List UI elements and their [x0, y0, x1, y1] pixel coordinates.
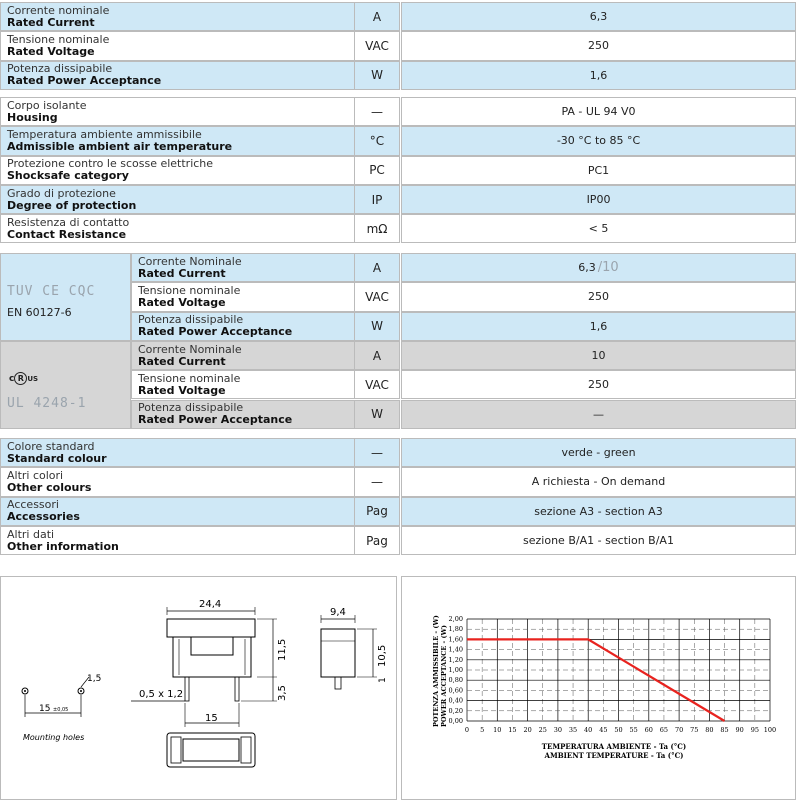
unit-cell: °C: [354, 126, 400, 155]
value-cell: [401, 185, 796, 214]
label-english: Degree of protection: [7, 198, 137, 212]
value-text: IP00: [586, 193, 611, 207]
unit-cell: VAC: [354, 370, 400, 399]
hole-diameter-label: 1,5: [87, 674, 102, 684]
y-tick-label: 1,60: [448, 635, 463, 644]
label-english: Other colours: [7, 480, 92, 494]
unit-cell: A: [354, 253, 400, 282]
unit-cell: —: [354, 438, 400, 467]
other-row: [0, 438, 796, 467]
unit-cell: VAC: [354, 31, 400, 60]
value-cell: [401, 312, 796, 341]
label-english: Admissible ambient air temperature: [7, 139, 233, 153]
ratings-row: [0, 2, 796, 31]
x-tick-label: 65: [659, 726, 669, 734]
value-text: PA - UL 94 V0: [561, 105, 636, 119]
label-english: Rated Current: [138, 354, 226, 368]
label-english: Rated Current: [138, 266, 226, 280]
label-english: Rated Power Acceptance: [7, 74, 162, 88]
unit-cell: PC: [354, 156, 400, 185]
value-cell: [401, 253, 796, 282]
row-label: [0, 31, 354, 60]
unit-cell: Pag: [354, 497, 400, 526]
y-tick-label: 0,20: [448, 706, 463, 715]
x-tick-label: 90: [735, 726, 744, 734]
value-cell: [401, 526, 796, 555]
unit-cell: mΩ: [354, 214, 400, 243]
label-english: Rated Voltage: [7, 44, 95, 58]
value-cell: [401, 31, 796, 60]
label-english: Contact Resistance: [7, 227, 127, 241]
y-tick-label: 2,00: [448, 615, 463, 623]
value-text: 1,6: [589, 319, 608, 333]
side-dim-1-label: 1: [378, 677, 388, 683]
unit-cell: W: [354, 61, 400, 90]
mounting-holes-caption: Mounting holes: [23, 733, 85, 742]
tuv-marks: TUV CE CQC: [7, 284, 96, 299]
value-cell: [401, 497, 796, 526]
label-english: Rated Voltage: [138, 295, 226, 309]
label-italian: Altri dati: [7, 527, 55, 541]
row-label: [0, 438, 354, 467]
label-italian: Corrente nominale: [7, 3, 110, 17]
label-italian: Corrente Nominale: [138, 254, 242, 268]
x-tick-label: 60: [644, 726, 653, 734]
label-italian: Protezione contro le scosse elettriche: [7, 157, 214, 171]
other-row: [0, 497, 796, 526]
value-text: 6,3: [589, 10, 608, 24]
row-label: [0, 156, 354, 185]
label-english: Accessories: [7, 510, 80, 524]
label-italian: Corrente Nominale: [138, 342, 242, 356]
label-english: Rated Voltage: [138, 383, 226, 397]
label-italian: Tensione nominale: [138, 371, 241, 385]
hole-pitch-label: 15: [39, 704, 51, 714]
value-cell: [401, 156, 796, 185]
x-tick-label: 40: [584, 726, 593, 734]
x-axis-label-en: AMBIENT TEMPERATURE - Ta (°C): [544, 751, 684, 760]
derating-chart: [402, 577, 796, 801]
general-row: [0, 97, 796, 126]
ul-row: [131, 370, 796, 399]
value-extra: /10: [597, 260, 619, 276]
value-text: < 5: [588, 222, 609, 236]
row-label: [0, 526, 354, 555]
y-axis-label-it: POTENZA AMMISSIBILE - (W): [432, 615, 440, 727]
general-row: [0, 126, 796, 155]
width-dim-label: 24,4: [199, 599, 222, 610]
value-text: 250: [588, 290, 609, 304]
label-italian: Grado di protezione: [7, 186, 116, 200]
label-italian: Accessori: [7, 498, 59, 512]
row-label: [0, 185, 354, 214]
x-tick-label: 55: [629, 726, 638, 734]
label-italian: Tensione nominale: [7, 32, 110, 46]
label-english: Rated Power Acceptance: [138, 413, 293, 427]
y-tick-label: 0,80: [448, 676, 463, 685]
hole-tolerance-label: ±0,05: [53, 707, 69, 713]
row-label: [0, 126, 354, 155]
unit-cell: IP: [354, 185, 400, 214]
row-label: [0, 214, 354, 243]
x-tick-label: 80: [705, 726, 714, 734]
value-text: —: [593, 407, 604, 421]
value-text: verde - green: [561, 446, 636, 460]
general-row: [0, 214, 796, 243]
dimension-drawing: [1, 577, 398, 801]
value-text: A richiesta - On demand: [531, 475, 666, 489]
ul-logo-r: R: [14, 372, 27, 385]
tuv-row: [131, 312, 796, 341]
label-italian: Potenza dissipabile: [7, 62, 113, 76]
tuv-cert-box: [0, 253, 131, 341]
x-tick-label: 10: [493, 726, 502, 734]
value-text: 6,3: [578, 261, 596, 275]
row-label: [131, 400, 354, 429]
value-cell: [401, 97, 796, 126]
x-tick-label: 100: [763, 726, 777, 734]
value-cell: [401, 341, 796, 370]
label-italian: Temperatura ambiente ammissibile: [7, 127, 202, 141]
value-text: 250: [588, 378, 609, 392]
unit-cell: Pag: [354, 526, 400, 555]
unit-cell: —: [354, 467, 400, 496]
unit-cell: —: [354, 97, 400, 126]
x-tick-label: 75: [690, 726, 699, 734]
x-tick-label: 45: [599, 726, 608, 734]
height-dim-label: 11,5: [277, 638, 288, 661]
label-english: Rated Power Acceptance: [138, 325, 293, 339]
value-text: 1,6: [589, 68, 608, 82]
row-label: [0, 61, 354, 90]
label-italian: Tensione nominale: [138, 283, 241, 297]
value-text: 10: [591, 349, 606, 363]
value-cell: [401, 61, 796, 90]
y-tick-label: 0,40: [448, 696, 463, 705]
ul-standard: UL 4248-1: [7, 395, 87, 411]
label-italian: Altri colori: [7, 468, 64, 482]
label-english: Rated Current: [7, 15, 95, 29]
y-tick-label: 0,60: [448, 686, 463, 695]
dimension-drawing-panel: [0, 576, 397, 800]
y-tick-label: 0,00: [448, 717, 463, 725]
ratings-row: [0, 61, 796, 90]
ul-row: [131, 400, 796, 429]
value-text: -30 °C to 85 °C: [556, 134, 641, 148]
value-cell: [401, 282, 796, 311]
ratings-row: [0, 31, 796, 60]
tuv-row: [131, 253, 796, 282]
value-cell: [401, 214, 796, 243]
derating-chart-panel: [401, 576, 796, 800]
value-text: 250: [588, 39, 609, 53]
row-label: [131, 282, 354, 311]
label-italian: Potenza dissipabile: [138, 401, 244, 415]
row-label: [131, 253, 354, 282]
x-tick-label: 20: [523, 726, 532, 734]
x-tick-label: 35: [568, 726, 578, 734]
tuv-standard: EN 60127-6: [7, 306, 72, 319]
y-tick-label: 1,20: [448, 655, 463, 664]
x-tick-label: 85: [720, 726, 729, 734]
pin-section-label: 0,5 x 1,2: [139, 689, 184, 700]
other-row: [0, 526, 796, 555]
pin-pitch-label: 15: [205, 713, 218, 724]
row-label: [131, 341, 354, 370]
value-cell: [401, 467, 796, 496]
ul-cert-box: [0, 341, 131, 429]
y-tick-label: 1,00: [448, 666, 463, 674]
x-tick-label: 70: [674, 726, 684, 734]
y-tick-label: 1,80: [448, 625, 463, 634]
row-label: [131, 370, 354, 399]
row-label: [0, 97, 354, 126]
x-axis-label-it: TEMPERATURA AMBIENTE - Ta (°C): [541, 742, 687, 751]
general-row: [0, 156, 796, 185]
x-tick-label: 0: [464, 726, 470, 734]
label-english: Shocksafe category: [7, 169, 129, 183]
unit-cell: VAC: [354, 282, 400, 311]
unit-cell: A: [354, 2, 400, 31]
ul-logo-us: US: [27, 374, 39, 383]
label-english: Housing: [7, 110, 58, 124]
row-label: [0, 467, 354, 496]
x-tick-label: 95: [750, 726, 759, 734]
value-cell: [401, 438, 796, 467]
x-tick-label: 5: [480, 726, 485, 734]
ul-logo-icon: [9, 372, 38, 385]
value-cell: [401, 400, 796, 429]
value-cell: [401, 370, 796, 399]
unit-cell: W: [354, 400, 400, 429]
x-tick-label: 15: [508, 726, 517, 734]
depth-dim-label: 9,4: [330, 607, 346, 618]
row-label: [0, 497, 354, 526]
x-tick-label: 25: [538, 726, 547, 734]
label-italian: Potenza dissipabile: [138, 313, 244, 327]
label-italian: Corpo isolante: [7, 98, 87, 112]
y-tick-label: 1,40: [448, 645, 463, 654]
value-text: sezione B/A1 - section B/A1: [523, 534, 674, 548]
row-label: [0, 2, 354, 31]
general-row: [0, 185, 796, 214]
side-height-label: 10,5: [377, 644, 388, 667]
ul-logo-c: c: [9, 373, 15, 384]
x-tick-label: 50: [614, 726, 623, 734]
label-english: Other information: [7, 539, 119, 553]
tuv-row: [131, 282, 796, 311]
x-tick-label: 30: [553, 726, 563, 734]
value-cell: [401, 126, 796, 155]
label-english: Standard colour: [7, 451, 107, 465]
ul-row: [131, 341, 796, 370]
y-axis-label-en: POWER ACCEPTANCE - (W): [440, 625, 448, 727]
row-label: [131, 312, 354, 341]
unit-cell: A: [354, 341, 400, 370]
label-italian: Resistenza di contatto: [7, 215, 130, 229]
value-cell: [401, 2, 796, 31]
unit-cell: W: [354, 312, 400, 341]
label-italian: Colore standard: [7, 439, 95, 453]
value-text: PC1: [587, 163, 610, 177]
other-row: [0, 467, 796, 496]
pin-length-label: 3,5: [277, 685, 288, 701]
value-text: sezione A3 - section A3: [534, 504, 663, 518]
